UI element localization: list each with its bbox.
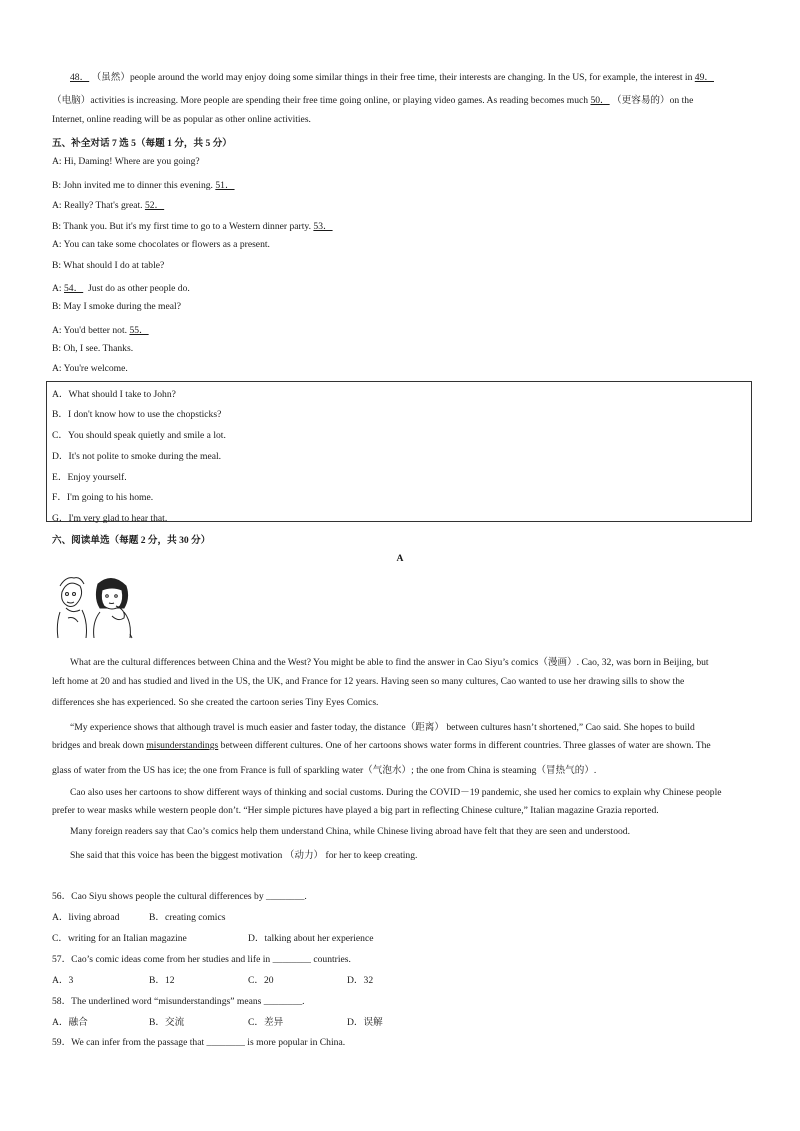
answer-blank: 54． [64,283,84,294]
question-56: 56．Cao Siyu shows people the cultural differences by ________. [52,891,307,902]
dialogue-line [52,197,164,211]
passage-p2-line1: “My experience shows that although travel is much easier and faster today, the distance（距离） between cultures hasn’t shortened,” Cao said. She hopes to build [70,722,695,733]
dialogue-line [52,363,128,374]
section5-heading: 五、补全对话 7 选 5（每题 1 分，共 5 分） [52,138,232,149]
dialogue-line [52,218,333,232]
cloze-line-2 [52,92,693,106]
dialogue-text: B: Thank you. But it's my first time to go to a Western dinner party. [52,221,311,232]
dialogue-line [52,322,149,336]
answer-blank: 53． [313,221,333,232]
question-58: 58．The underlined word “misunderstandings” means ________. [52,996,305,1007]
q57-option-c: C．20 [248,975,274,986]
q58-option-c: C．差异 [248,1017,284,1028]
passage-p3-line1: Cao also uses her cartoons to show different ways of thinking and social customs. During the COVID－19 pandemic, she used her comics to explain why Chinese people [70,787,722,798]
q56-option-d: D．talking about her experience [248,933,374,944]
passage-p3-line2: prefer to wear masks while western people don’t. “Her simple pictures have played a big part in reflecting Chinese culture,” Italian magazine Grazia reported. [52,805,659,816]
passage-p1-line3: differences she has experienced. So she created the cartoon series Tiny Eyes Comics. [52,697,379,708]
passage-label: A [396,553,404,564]
q57-option-d: D．32 [347,975,374,986]
passage-p4-line1: Many foreign readers say that Cao’s comics help them understand China, while Chinese living abroad have felt that they are seen and understood. [70,826,631,837]
option-item: D．It's not polite to smoke during the meal. [52,451,222,462]
blank-50: 50． [590,95,610,106]
passage-p2-line3: glass of water from the US has ice; the one from France is full of sparkling water（气泡水）; the one from China is steaming（冒热气的）. [52,765,597,776]
option-item: G．I'm very glad to hear that. [52,513,168,524]
blank-48: 48． [70,72,90,83]
passage-p5-line1: She said that this voice has been the biggest motivation （动力） for her to keep creating. [70,850,418,861]
dialogue-text: A: Hi, Daming! Where are you going? [52,156,200,167]
option-item: C．You should speak quietly and smile a lot. [52,430,226,441]
dialogue-text: B: Oh, I see. Thanks. [52,343,134,354]
answer-blank: 52． [144,200,165,211]
underlined-word: misunderstandings [146,740,219,751]
dialogue-text: A: [52,283,62,294]
dialogue-text-after: Just do as other people do. [87,283,190,294]
passage-p1-line2: left home at 20 and has studied and lived in the US, the UK, and France for 12 years. Having seen so many cultures, Cao wanted to use her drawing sills to show the [52,676,685,687]
dialogue-text: A: You can take some chocolates or flowers as a present. [52,239,270,250]
cloze-text-2: （电脑）activities is increasing. More people are spending their free time going online, or playing video games. As reading becomes much [52,95,589,106]
q58-option-a: A．融合 [52,1017,88,1028]
dialogue-text: A: You'd better not. [52,325,128,336]
dialogue-text: A: Really? That's great. [52,200,143,211]
dialogue-line [52,239,270,250]
passage-p2-line2-b: between different cultures. One of her cartoons shows water forms in different countries. Three glasses of water are shown. The [218,740,711,751]
dialogue-line [52,280,190,294]
option-item: B．I don't know how to use the chopsticks? [52,409,222,420]
answer-blank: 55． [129,325,149,336]
q58-option-b: B．交流 [149,1017,185,1028]
blank-49: 49． [694,72,714,83]
dialogue-text: A: You're welcome. [52,363,128,374]
passage-p2-line2-a: bridges and break down [52,740,147,751]
cloze-line-1 [70,69,714,83]
answer-blank: 51． [215,180,235,191]
dialogue-line [52,260,164,271]
passage-p2-line2 [52,740,711,751]
dialogue-line [52,156,200,167]
section6-heading: 六、阅读单选（每题 2 分，共 30 分） [52,535,211,546]
question-57: 57．Cao’s comic ideas come from her studies and life in ________ countries. [52,954,351,965]
cloze-text-2b: （更容易的）on the [612,95,694,106]
dialogue-line [52,301,181,312]
question-59: 59．We can infer from the passage that ________ is more popular in China. [52,1037,346,1048]
q56-option-a: A．living abroad [52,912,120,923]
q57-option-a: A．3 [52,975,74,986]
comic-illustration [52,572,134,640]
option-item: F．I'm going to his home. [52,492,154,503]
q58-option-d: D．误解 [347,1017,383,1028]
cloze-text-1: （虽然）people around the world may enjoy doing some similar things in their free time, their interests are changing. In the US, for example, the interest in [91,72,693,83]
dialogue-text: B: May I smoke during the meal? [52,301,181,312]
q57-option-b: B．12 [149,975,175,986]
q56-option-c: C．writing for an Italian magazine [52,933,187,944]
dialogue-text: B: What should I do at table? [52,260,165,271]
passage-p1-line1: What are the cultural differences between China and the West? You might be able to find the answer in Cao Siyu’s comics（漫画）. Cao, 32, was born in Beijing, but [70,657,709,668]
q56-option-b: B．creating comics [149,912,226,923]
cloze-line-3: Internet, online reading will be as popular as other online activities. [52,114,311,125]
option-item: A．What should I take to John? [52,389,176,400]
dialogue-line [52,343,133,354]
option-item: E．Enjoy yourself. [52,472,127,483]
dialogue-text: B: John invited me to dinner this evening. [52,180,213,191]
dialogue-line [52,177,235,191]
